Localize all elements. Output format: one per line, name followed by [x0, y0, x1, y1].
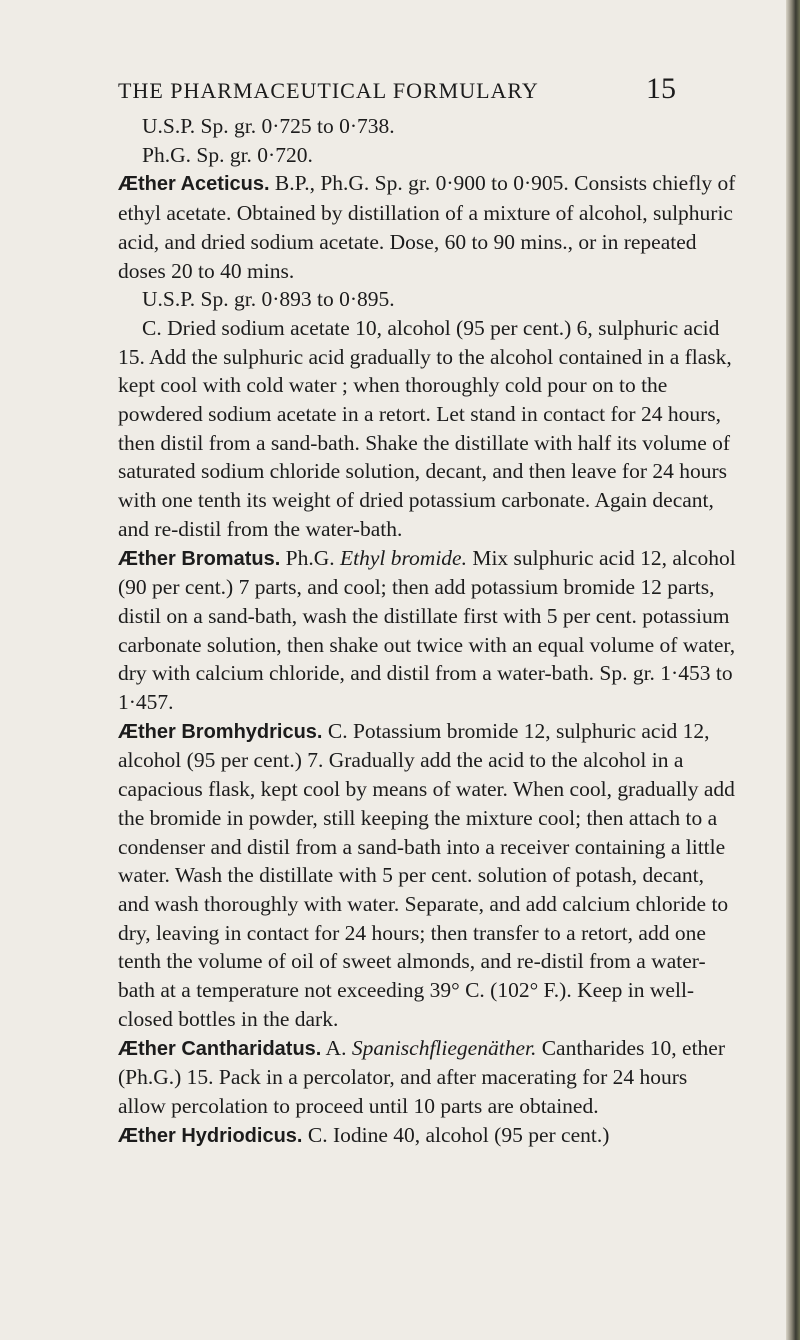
entry-term: Æther Aceticus.	[118, 173, 270, 196]
entry-aether-bromhydricus	[118, 717, 736, 1034]
entry-source: A.	[321, 1035, 352, 1060]
entry-term: Æther Hydriodicus.	[118, 1124, 303, 1147]
text-line-usp: U.S.P. Sp. gr. 0·725 to 0·738.	[142, 114, 395, 138]
entry-aceticus-c: C. Dried sodium acetate 10, alcohol (95 per cent.) 6, sulphuric acid 15. Add the sulphuric acid gradually to the alcohol contained in a flask, kept cool with cold water ; when thoroughly cold pour on to the powdered sodium acetate in a retort. Let stand in contact for 24 hours, then distil from a sand-bath. Shake the distillate with half its volume of saturated sodium chloride solution, decant, and then leave for 24 hours with one tenth its weight of dried potassium carbonate. Again decant, and re-distil from the water-bath.	[118, 315, 732, 541]
page-body	[118, 112, 736, 1150]
page-number: 15	[646, 72, 676, 105]
entry-term: Æther Bromatus.	[118, 547, 281, 570]
entry-text: C. Potassium bromide 12, sulphuric acid 12, alcohol (95 per cent.) 7. Gradually add the acid to the alcohol in a capacious flask, kept cool by means of water. When cool, gradually add the bromide in powder, still keeping the mixture cool; then attach to a condenser and distil from a sand-bath into a receiver containing a little water. Wash the distillate with 5 per cent. solution of potash, decant, and wash thoroughly with water. Separate, and add calcium chloride to dry, leaving in contact for 24 hours; then transfer to a retort, add one tenth the volume of oil of sweet almonds, and re-distil from a water-bath at a temperature not exceeding 39° C. (102° F.). Keep in well-closed bottles in the dark.	[118, 718, 735, 1031]
entry-aceticus-usp: U.S.P. Sp. gr. 0·893 to 0·895.	[142, 287, 395, 312]
entry-synonym: Ethyl bromide.	[339, 545, 467, 570]
entry-text: B.P., Ph.G. Sp. gr. 0·900 to 0·905. Consists chiefly of ethyl acetate. Obtained by distillation of a mixture of alcohol, sulphuric acid, and dried sodium acetate. Dose, 60 to 90 mins., or in repeated doses 20 to 40 mins.	[118, 171, 736, 283]
text-line-phg: Ph.G. Sp. gr. 0·720.	[142, 142, 313, 167]
entry-text: C. Iodine 40, alcohol (95 per cent.)	[302, 1122, 610, 1147]
entry-text: Mix sulphuric acid 12, alcohol (90 per cent.) 7 parts, and cool; then add potassium bromide 12 parts, distil on a sand-bath, wash the distillate first with 5 per cent. potassium carbonate solution, then shake out twice with an equal volume of water, dry with calcium chloride, and distil from a water-bath. Sp. gr. 1·453 to 1·457.	[118, 545, 736, 715]
entry-text: Cantharides 10, ether (Ph.G.) 15. Pack in a percolator, and after macerating for 24 hours allow percolation to proceed until 10 parts are obtained.	[118, 1035, 726, 1118]
entry-synonym: Spanischfliegenäther.	[351, 1035, 537, 1060]
entry-term: Æther Bromhydricus.	[118, 720, 323, 743]
book-spine-edge	[786, 0, 800, 1340]
entry-source: Ph.G.	[280, 545, 340, 570]
entry-term: Æther Cantharidatus.	[118, 1037, 322, 1060]
entry-aether-bromatus	[118, 544, 736, 717]
entry-aether-cantharidatus	[118, 1034, 736, 1121]
entry-aether-hydriodicus	[118, 1121, 736, 1151]
running-head: THE PHARMACEUTICAL FORMULARY	[118, 78, 539, 103]
entry-aether-aceticus	[118, 169, 736, 285]
